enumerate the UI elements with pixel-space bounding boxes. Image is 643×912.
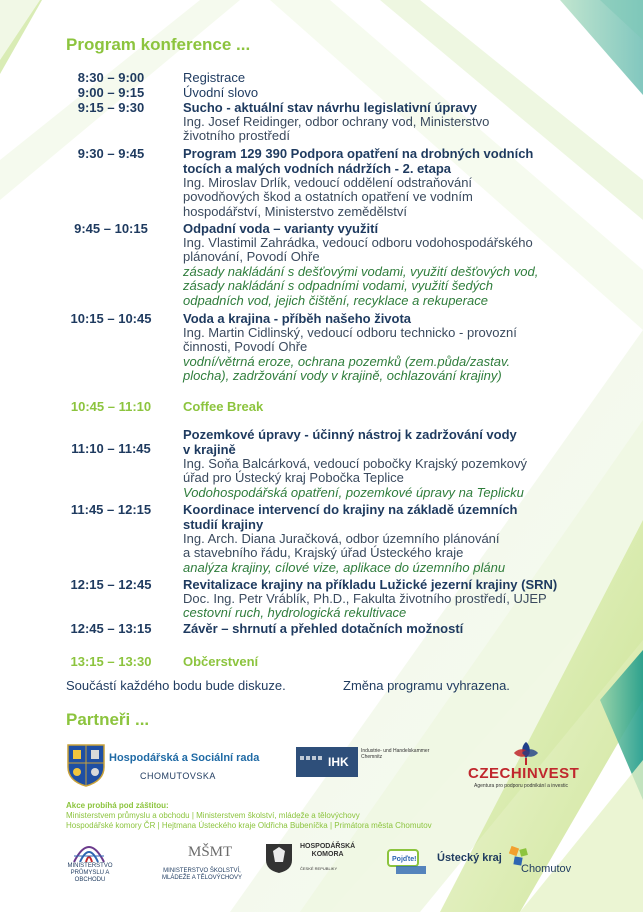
schedule-item xyxy=(0,427,643,502)
speaker-line: plánování, Povodí Ohře xyxy=(183,249,320,265)
ihk-title xyxy=(361,748,429,760)
msmt-label xyxy=(156,868,248,882)
czechinvest-emblem xyxy=(512,740,540,766)
speaker-line: Ing. Soňa Balcárková, vedoucí pobočky Krajský pozemkový xyxy=(183,456,527,471)
ps-rada-name: Hospodářská a Sociální rada xyxy=(109,752,260,764)
ustecky-kraj-badge-icon xyxy=(386,846,430,876)
item-title: Registrace xyxy=(183,70,246,85)
item-title: Odpadní voda – varianty využití xyxy=(183,221,379,236)
auspices-title: Akce probíhá pod záštitou: xyxy=(66,801,169,810)
schedule-item xyxy=(0,221,643,311)
msmt-mark: MŠMT xyxy=(188,844,233,860)
mpo-label-line: MINISTERSTVO xyxy=(67,863,113,869)
time-slot: 13:15 – 13:30 xyxy=(70,654,152,669)
discussion-note: Součástí každého bodu bude diskuze. xyxy=(66,678,286,693)
program-change-note: Změna programu vyhrazena. xyxy=(343,678,510,693)
hk-cr-lion-icon xyxy=(262,842,296,874)
item-title: Revitalizace krajiny na příkladu Lužické jezerní krajiny (SRN) xyxy=(183,577,558,592)
topic-line: Vodohospodářská opatření, pozemkové úpravy na Teplicku xyxy=(183,484,524,500)
partners-title: Partneři ... xyxy=(66,710,150,729)
mpo-label xyxy=(58,863,122,884)
ihk-logo xyxy=(296,747,358,777)
item-title: Občerstvení xyxy=(183,654,259,669)
item-title: studií krajiny xyxy=(183,517,264,532)
time-slot: 12:15 – 12:45 xyxy=(70,577,152,592)
speaker-line: a stavebního řádu, Krajský úřad Ústeckého kraje xyxy=(183,545,464,561)
ps-rada-sub: CHOMUTOVSKA xyxy=(140,771,216,781)
time-slot: 9:00 – 9:15 xyxy=(77,85,145,100)
schedule-item xyxy=(0,577,643,621)
schedule xyxy=(0,70,643,674)
schedule-item xyxy=(0,146,643,221)
item-title: v krajině xyxy=(183,442,236,457)
time-slot: 9:45 – 10:15 xyxy=(74,221,148,236)
hk-cr-sub: ČESKÉ REPUBLIKY xyxy=(300,866,338,871)
time-slot: 11:10 – 11:45 xyxy=(71,441,151,456)
item-title: Coffee Break xyxy=(183,399,264,414)
speaker-line: povodňových škod a ostatních opatření ve vodním xyxy=(183,189,473,205)
hk-cr-label xyxy=(300,843,355,859)
time-slot: 12:45 – 13:15 xyxy=(70,621,152,636)
topic-line: vodní/větrná eroze, ochrana pozemků (zem.půda/zastav. xyxy=(183,353,511,369)
hk-cr-label-line: KOMORA xyxy=(311,851,344,858)
ihk-title-line: Chemnitz xyxy=(361,754,383,760)
item-title: Koordinace intervencí do krajiny na základě územních xyxy=(183,502,518,517)
speaker-line: Doc. Ing. Petr Vráblík, Ph.D., Fakulta životního prostředí, UJEP xyxy=(183,591,547,606)
hk-cr-label-line: HOSPODÁŘSKÁ xyxy=(300,843,356,850)
time-slot: 10:45 – 11:10 xyxy=(70,399,152,414)
topic-line: plocha), zadržování vody v krajině, ochlazování krajiny) xyxy=(183,368,502,384)
topic-line: cestovní ruch, hydrologická rekultivace xyxy=(183,605,407,621)
schedule-item xyxy=(0,311,643,399)
time-slot: 11:45 – 12:15 xyxy=(70,502,152,517)
ihk-title-line: Industrie- und Handelskammer xyxy=(361,748,430,754)
czechinvest-sub: Agentura pro podporu podnikání a investic xyxy=(474,783,568,789)
schedule-item xyxy=(0,621,643,654)
ihk-abbr: IHK xyxy=(328,755,349,769)
speaker-line: činnosti, Povodí Ohře xyxy=(183,339,308,355)
mpo-label-line: PRŮMYSLU A OBCHODU xyxy=(70,870,110,883)
ustecky-badge-text: Pojďte! xyxy=(392,856,417,863)
item-title: Voda a krajina - příběh našeho života xyxy=(183,311,412,326)
speaker-line: Ing. Arch. Diana Juračková, odbor územního plánování xyxy=(183,531,500,546)
schedule-item xyxy=(0,70,643,85)
topic-line: zásady nakládání s dešťovými vodami, využití dešťových vod, xyxy=(183,263,539,279)
item-title: Úvodní slovo xyxy=(183,85,259,100)
chomutov-label: Chomutov xyxy=(521,863,572,875)
msmt-label-line: MLÁDEŽE A TĚLOVÝCHOVY xyxy=(162,875,242,881)
item-title: Závěr – shrnutí a přehled dotačních možností xyxy=(183,621,464,636)
speaker-line: Ing. Josef Reidinger, odbor ochrany vod, Ministerstvo xyxy=(183,114,490,129)
msmt-logo xyxy=(186,836,233,866)
time-slot: 9:30 – 9:45 xyxy=(77,146,145,161)
item-title: Sucho - aktuální stav návrhu legislativní úpravy xyxy=(183,100,478,115)
speaker-line: Ing. Martin Cidlinský, vedoucí odboru technicko - provozní xyxy=(183,325,517,340)
ps-rada-crest-logo xyxy=(66,741,106,787)
mpo-globe-icon xyxy=(72,838,106,864)
schedule-item xyxy=(0,502,643,577)
czechinvest-name: CZECHINVEST xyxy=(468,765,580,782)
topic-line: zásady nakládání s odpadními vodami, využití šedých xyxy=(183,278,494,294)
speaker-line: Ing. Vlastimil Zahrádka, vedoucí odboru vodohospodářského xyxy=(183,235,533,250)
schedule-item xyxy=(0,654,643,674)
auspices-line: Hospodářské komory ČR | Hejtmana Ústeckého kraje Oldřicha Bubeníčka | Primátora města Chomutov xyxy=(66,821,432,830)
schedule-item xyxy=(0,399,643,427)
ustecky-kraj-label: Ústecký kraj xyxy=(437,852,502,864)
time-slot: 8:30 – 9:00 xyxy=(77,70,145,85)
time-slot: 10:15 – 10:45 xyxy=(70,311,152,326)
schedule-item xyxy=(0,85,643,100)
speaker-line: životního prostředí xyxy=(183,128,290,144)
item-title: tocích a malých vodních nádržích - 2. etapa xyxy=(183,161,452,176)
item-title: Program 129 390 Podpora opatření na drobných vodních xyxy=(183,146,534,161)
auspices-line: Ministerstvem průmyslu a obchodu | Ministerstvem školství, mládeže a tělovýchovy xyxy=(66,811,360,820)
msmt-label-line: MINISTERSTVO ŠKOLSTVÍ, xyxy=(163,868,241,874)
topic-line: odpadních vod, jejich čištění, recyklace a rekuperace xyxy=(183,292,488,308)
program-title: Program konference ... xyxy=(66,35,251,54)
speaker-line: Ing. Miroslav Drlík, vedoucí oddělení odstraňování xyxy=(183,175,473,190)
time-slot: 9:15 – 9:30 xyxy=(77,100,145,115)
speaker-line: hospodářství, Ministerstvo zemědělství xyxy=(183,203,407,219)
item-title: Pozemkové úpravy - účinný nástroj k zadržování vody xyxy=(183,427,517,442)
speaker-line: úřad pro Ústecký kraj Pobočka Teplice xyxy=(183,470,404,486)
topic-line: analýza krajiny, cílové vize, aplikace do územního plánu xyxy=(183,559,506,575)
schedule-item xyxy=(0,100,643,146)
